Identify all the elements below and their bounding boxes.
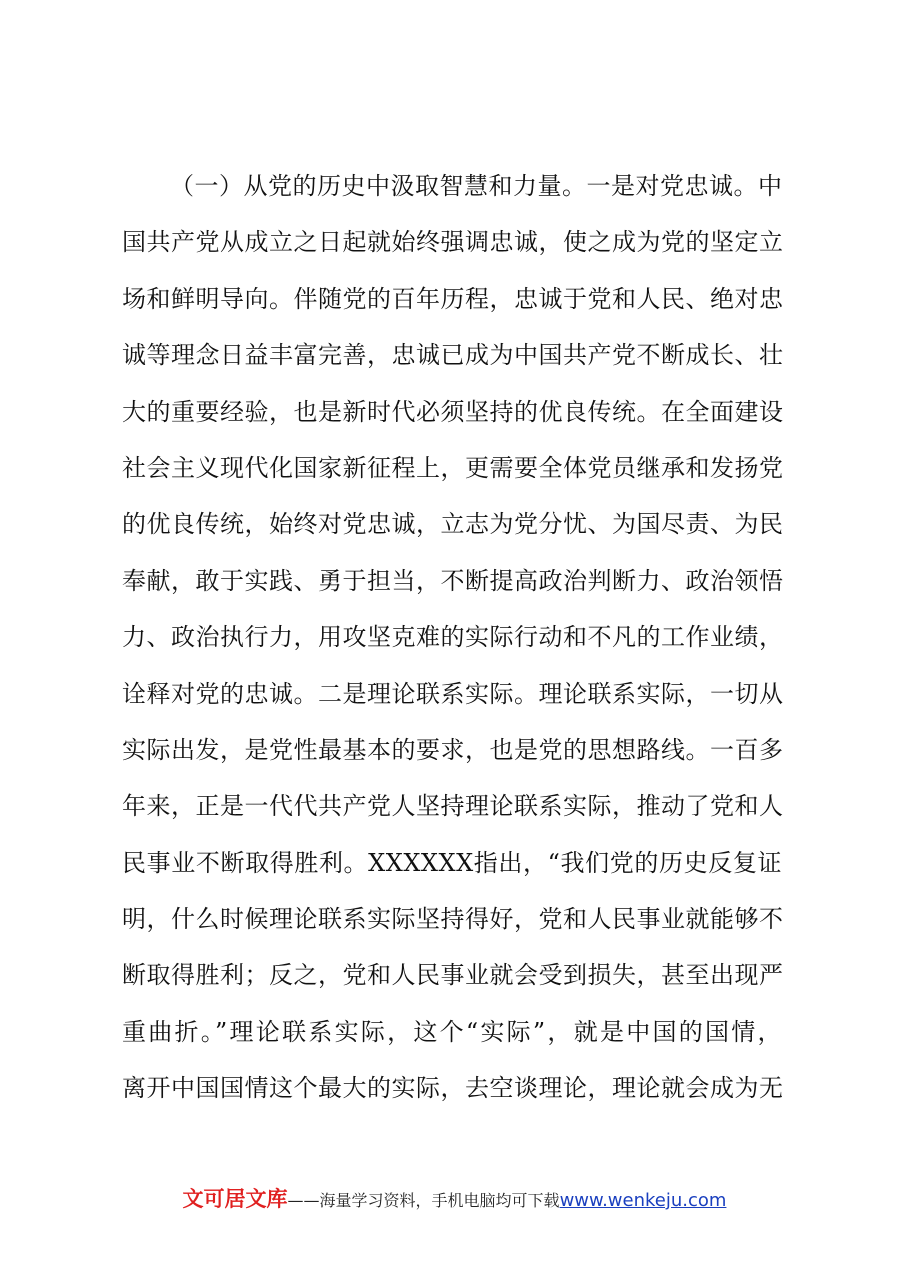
text-line: 国共产党从成立之日起就始终强调忠诚，使之成为党的坚定立	[122, 228, 784, 257]
text-line: 民事业不断取得胜利。XXXXXX指出，“我们党的历史反复证	[122, 848, 782, 877]
text-line: 力、政治执行力，用攻坚克难的实际行动和不凡的工作业绩，	[122, 623, 784, 652]
text-line: 年来，正是一代代共产党人坚持理论联系实际，推动了党和人	[122, 792, 784, 821]
text-line: 社会主义现代化国家新征程上，更需要全体党员继承和发扬党	[122, 453, 784, 482]
text-line: 大的重要经验，也是新时代必须坚持的优良传统。在全面建设	[122, 397, 784, 426]
footer-brand: 文可居文库	[182, 1187, 288, 1211]
text-line: 断取得胜利；反之，党和人民事业就会受到损失，甚至出现严	[122, 961, 784, 990]
footer-link[interactable]: www.wenkeju.com	[559, 1190, 727, 1211]
text-line: 场和鲜明导向。伴随党的百年历程，忠诚于党和人民、绝对忠	[122, 284, 784, 313]
text-line: 诠释对党的忠诚。二是理论联系实际。理论联系实际，一切从	[122, 679, 784, 708]
text-line: 离开中国国情这个最大的实际，去空谈理论，理论就会成为无	[122, 1074, 784, 1103]
text-line: 诚等理念日益丰富完善，忠诚已成为中国共产党不断成长、壮	[122, 341, 784, 370]
text-line: 奉献，敢于实践、勇于担当，不断提高政治判断力、政治领悟	[122, 566, 784, 595]
text-line: （一）从党的历史中汲取智慧和力量。一是对党忠诚。中	[170, 172, 783, 200]
text-line: 的优良传统，始终对党忠诚，立志为党分忧、为国尽责、为民	[122, 510, 784, 539]
text-line: 重曲折。”理论联系实际，这个“实际”，就是中国的国情，	[122, 1017, 782, 1046]
document-body	[122, 162, 782, 1121]
text-line: 实际出发，是党性最基本的要求，也是党的思想路线。一百多	[122, 735, 784, 764]
footer-tagline: 海量学习资料，手机电脑均可下载	[319, 1191, 560, 1210]
text-line: 明，什么时候理论联系实际坚持得好，党和人民事业就能够不	[122, 905, 784, 934]
footer	[0, 1183, 909, 1213]
footer-separator: ——	[287, 1191, 320, 1210]
